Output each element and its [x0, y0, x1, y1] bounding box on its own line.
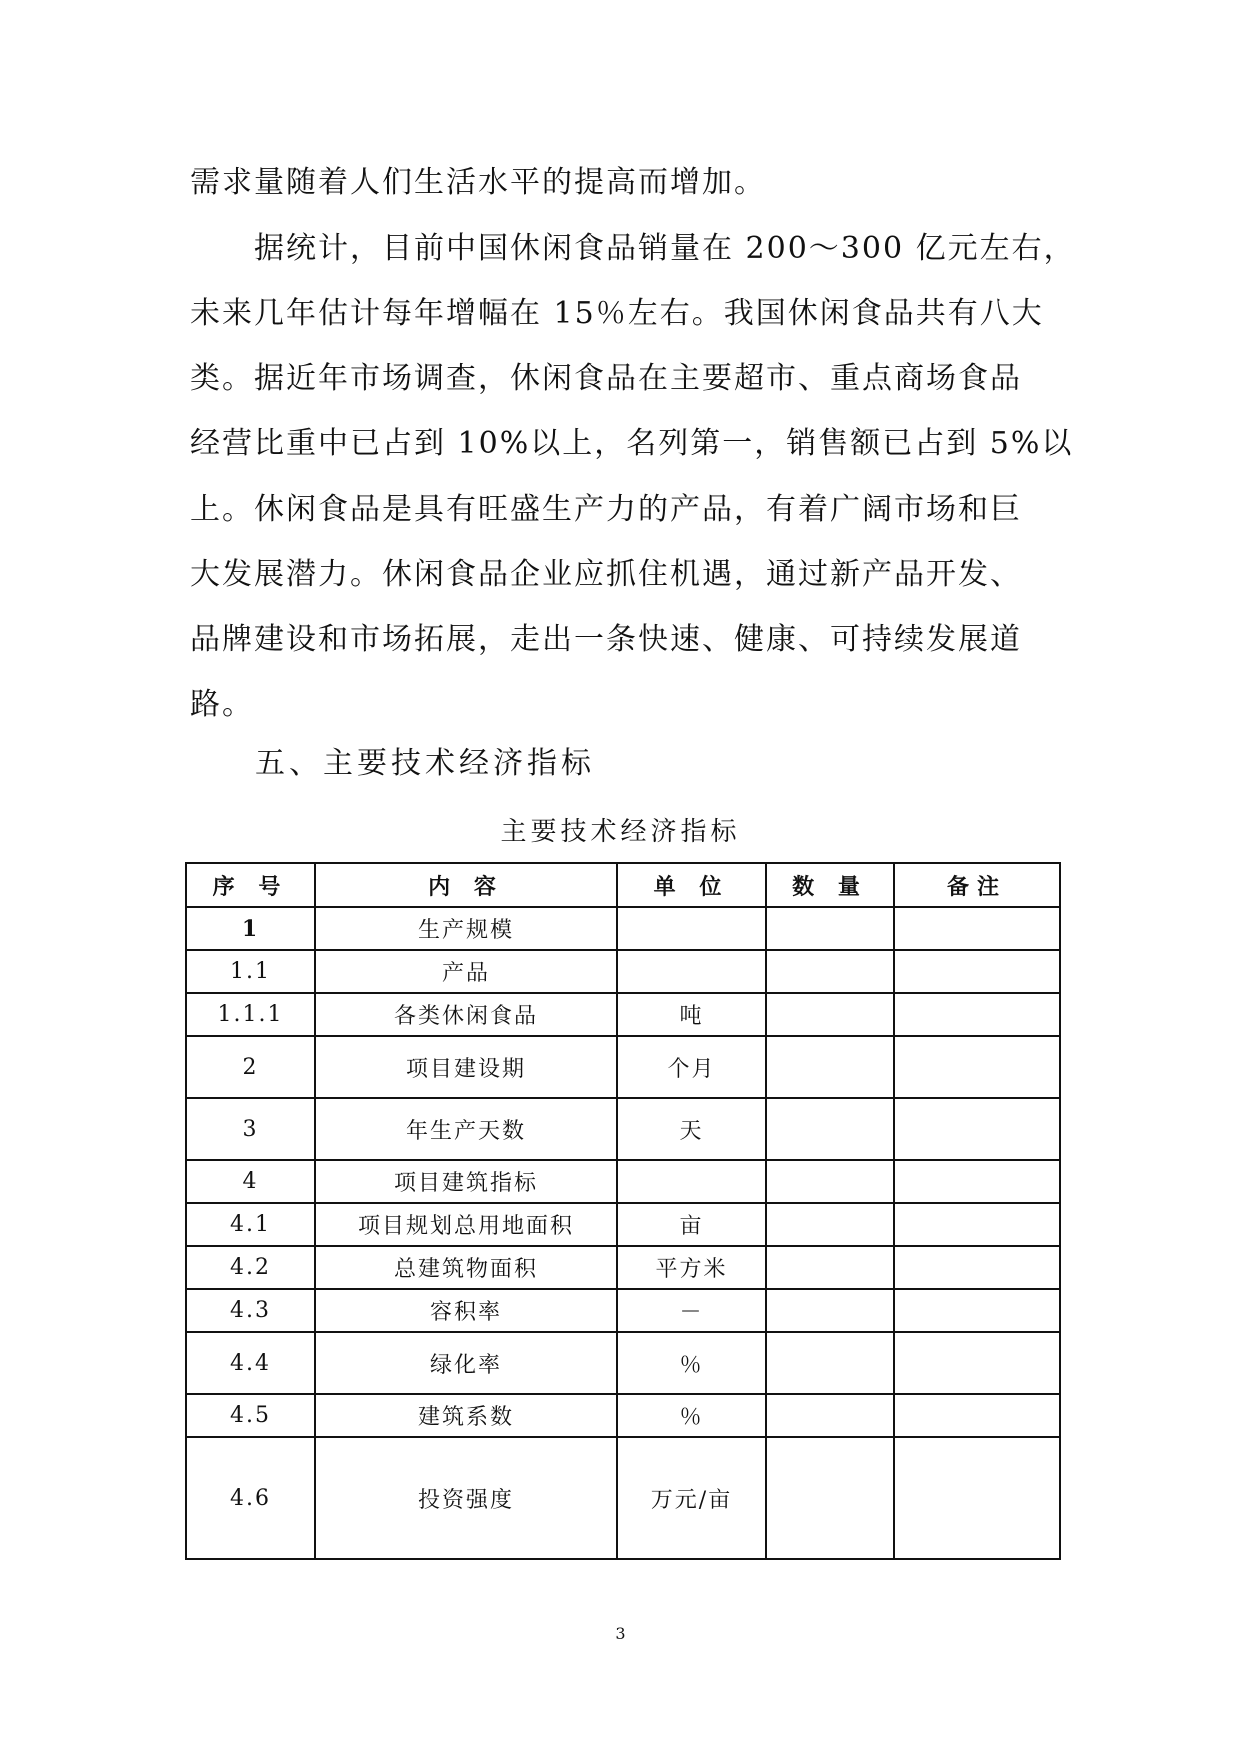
cell-quantity: [766, 1098, 894, 1160]
table-row: [186, 1394, 1060, 1437]
cell-unit: [617, 950, 766, 993]
cell-content: 项目建设期: [315, 1036, 617, 1098]
table-row: [186, 1437, 1060, 1559]
table-row: [186, 1332, 1060, 1394]
section-heading: 五、主要技术经济指标: [255, 746, 595, 781]
cell-note: [894, 1160, 1060, 1203]
cell-quantity: [766, 1289, 894, 1332]
cell-quantity: [766, 950, 894, 993]
header-unit: 单 位: [617, 863, 766, 907]
cell-seq: 3: [186, 1098, 315, 1160]
table-row: [186, 1098, 1060, 1160]
cell-unit: 个月: [617, 1036, 766, 1098]
cell-seq: 4.2: [186, 1246, 315, 1289]
header-note: 备注: [894, 863, 1060, 907]
cell-unit: ％: [617, 1394, 766, 1437]
cell-quantity: [766, 1332, 894, 1394]
header-content: 内 容: [315, 863, 617, 907]
cell-content: 投资强度: [315, 1437, 617, 1559]
paragraph-line: 大发展潜力。休闲食品企业应抓住机遇，通过新产品开发、: [190, 557, 1022, 592]
table-header-row: [186, 863, 1060, 907]
paragraph-line: 路。: [190, 687, 254, 722]
cell-note: [894, 907, 1060, 950]
cell-seq: 1.1: [186, 950, 315, 993]
cell-seq: 2: [186, 1036, 315, 1098]
cell-unit: －: [617, 1289, 766, 1332]
cell-content: 生产规模: [315, 907, 617, 950]
paragraph-line: 据统计，目前中国休闲食品销量在 200～300 亿元左右，: [190, 231, 1076, 266]
cell-seq: 4.1: [186, 1203, 315, 1246]
indicators-table: [185, 862, 1061, 1560]
cell-content: 建筑系数: [315, 1394, 617, 1437]
cell-quantity: [766, 1203, 894, 1246]
cell-seq: 4.4: [186, 1332, 315, 1394]
cell-seq: 1.1.1: [186, 993, 315, 1036]
cell-note: [894, 1098, 1060, 1160]
cell-seq: 4: [186, 1160, 315, 1203]
paragraph-line: 上。休闲食品是具有旺盛生产力的产品，有着广阔市场和巨: [190, 492, 1022, 527]
header-quantity: 数 量: [766, 863, 894, 907]
cell-unit: 天: [617, 1098, 766, 1160]
cell-quantity: [766, 993, 894, 1036]
cell-quantity: [766, 1036, 894, 1098]
cell-quantity: [766, 1394, 894, 1437]
table-row: [186, 1289, 1060, 1332]
table-row: [186, 1246, 1060, 1289]
cell-unit: 吨: [617, 993, 766, 1036]
cell-seq: 1: [186, 907, 315, 950]
cell-content: 项目建筑指标: [315, 1160, 617, 1203]
table-row: [186, 1160, 1060, 1203]
paragraph-line: 经营比重中已占到 10%以上，名列第一，销售额已占到 5%以: [190, 426, 1074, 461]
cell-quantity: [766, 1246, 894, 1289]
table-row: [186, 1036, 1060, 1098]
cell-note: [894, 1394, 1060, 1437]
cell-note: [894, 1437, 1060, 1559]
table-row: [186, 907, 1060, 950]
cell-note: [894, 950, 1060, 993]
cell-note: [894, 1246, 1060, 1289]
cell-note: [894, 1036, 1060, 1098]
cell-unit: [617, 907, 766, 950]
cell-unit: 亩: [617, 1203, 766, 1246]
table-row: [186, 993, 1060, 1036]
cell-content: 各类休闲食品: [315, 993, 617, 1036]
cell-content: 绿化率: [315, 1332, 617, 1394]
cell-unit: [617, 1160, 766, 1203]
cell-quantity: [766, 1160, 894, 1203]
paragraph-line: 类。据近年市场调查，休闲食品在主要超市、重点商场食品: [190, 361, 1022, 396]
cell-content: 年生产天数: [315, 1098, 617, 1160]
cell-unit: ％: [617, 1332, 766, 1394]
cell-seq: 4.5: [186, 1394, 315, 1437]
cell-content: 容积率: [315, 1289, 617, 1332]
cell-content: 总建筑物面积: [315, 1246, 617, 1289]
cell-note: [894, 1203, 1060, 1246]
cell-quantity: [766, 1437, 894, 1559]
cell-unit: 万元/亩: [617, 1437, 766, 1559]
cell-seq: 4.3: [186, 1289, 315, 1332]
table-caption: 主要技术经济指标: [500, 817, 741, 847]
cell-content: 项目规划总用地面积: [315, 1203, 617, 1246]
cell-quantity: [766, 907, 894, 950]
cell-content: 产品: [315, 950, 617, 993]
paragraph-line: 品牌建设和市场拓展，走出一条快速、健康、可持续发展道: [190, 622, 1022, 657]
page-number: 3: [615, 1624, 626, 1643]
paragraph-line: 需求量随着人们生活水平的提高而增加。: [190, 165, 766, 200]
paragraph-line: 未来几年估计每年增幅在 15％左右。我国休闲食品共有八大: [190, 296, 1044, 331]
table-row: [186, 950, 1060, 993]
cell-note: [894, 1332, 1060, 1394]
cell-unit: 平方米: [617, 1246, 766, 1289]
cell-seq: 4.6: [186, 1437, 315, 1559]
header-seq: 序 号: [186, 863, 315, 907]
table-row: [186, 1203, 1060, 1246]
cell-note: [894, 993, 1060, 1036]
cell-note: [894, 1289, 1060, 1332]
